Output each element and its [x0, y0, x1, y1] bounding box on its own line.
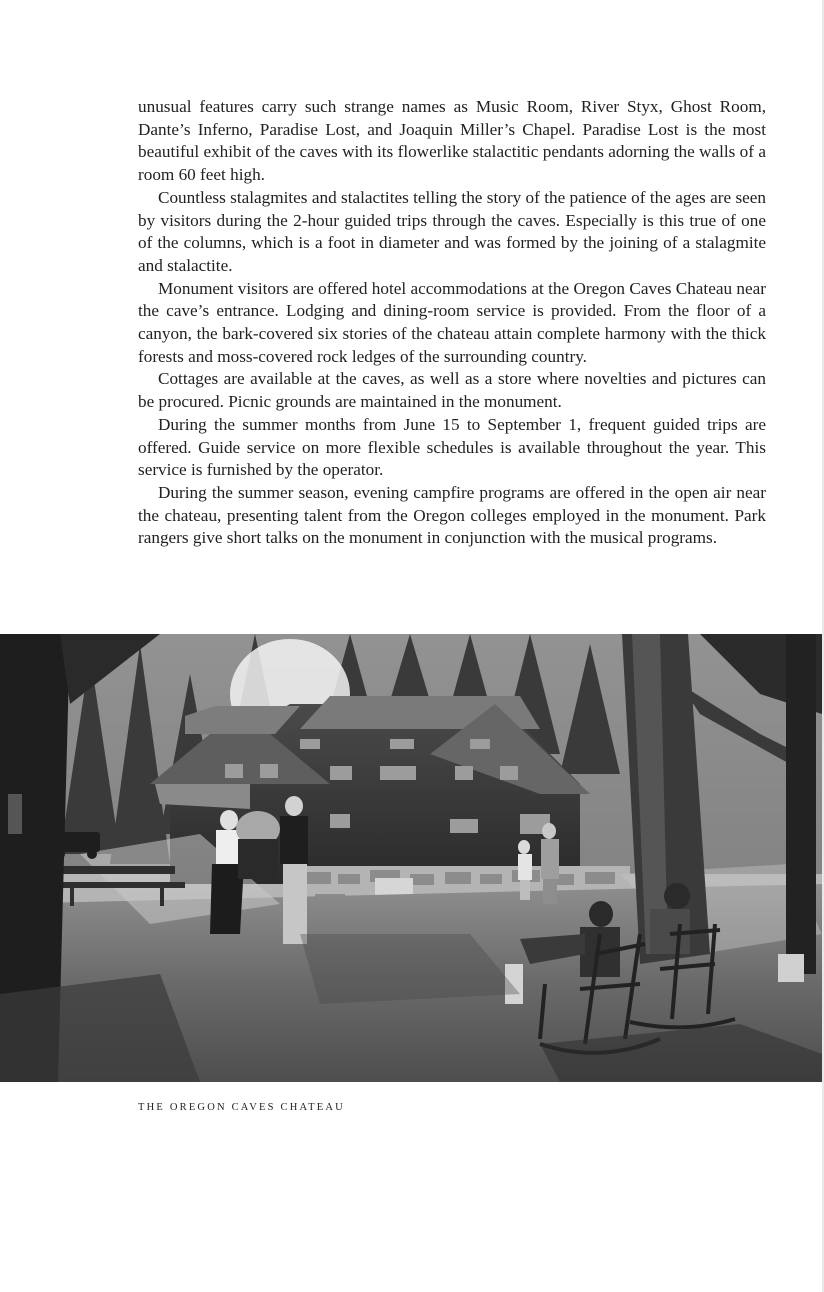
paragraph-2: Countless stalagmites and stalactites telling the story of the patience of the ages are seen by visitors during the 2-hour guided trips through the caves. Especially is this true of one of the columns, which is a foot in diameter and was formed by the joining of a stalagmite and stalactite.: [138, 187, 766, 275]
chateau-photo-illustration: [0, 634, 822, 1082]
paragraph-5: During the summer months from June 15 to September 1, frequent guided trips are offered. Guide service on more flexible schedules is available throughout the year. This service is furnished by the operator.: [138, 414, 766, 480]
paragraph-6: During the summer season, evening campfire programs are offered in the open air near the chateau, presenting talent from the Oregon colleges employed in the monument. Park rangers give short talks on the monument in conjunction with the musical programs.: [138, 482, 766, 548]
paragraph-3: Monument visitors are offered hotel accommodations at the Oregon Caves Chateau near the cave’s entrance. Lodging and dining-room service is provided. From the floor of a canyon, the bark-covered six stories of the chateau attain complete harmony with the thick forests and moss-covered rock ledges of the surrounding country.: [138, 278, 766, 366]
paragraph-1: unusual features carry such strange names as Music Room, River Styx, Ghost Room, Dante’s Inferno, Paradise Lost, and Joaquin Miller’s Chapel. Paradise Lost is the most beautiful exhibit of the caves with its flowerlike stalactitic pendants adorning the walls of a room 60 feet high.: [138, 97, 766, 185]
photo-caption: THE OREGON CAVES CHATEAU: [138, 1102, 345, 1113]
chateau-photo: [0, 634, 822, 1082]
body-text: [138, 96, 766, 550]
paragraph-4: Cottages are available at the caves, as well as a store where novelties and pictures can be procured. Picnic grounds are maintained in the monument.: [138, 369, 766, 412]
